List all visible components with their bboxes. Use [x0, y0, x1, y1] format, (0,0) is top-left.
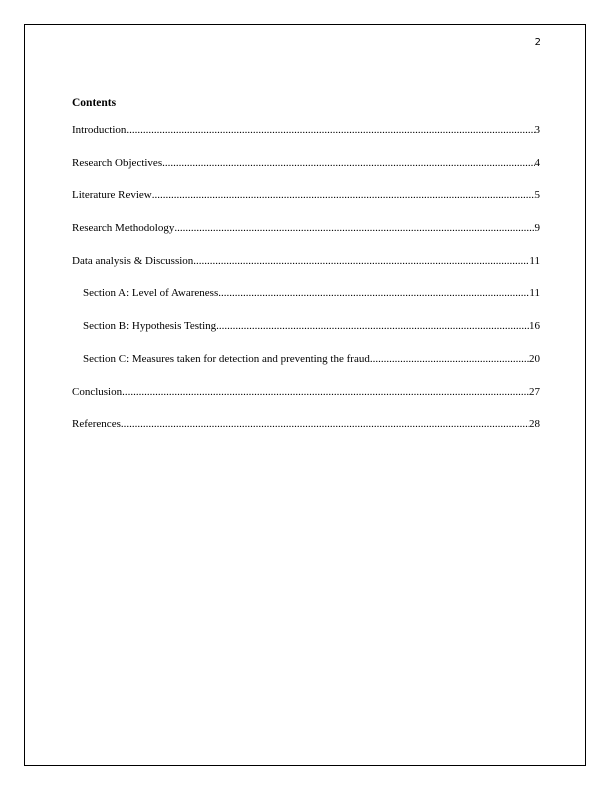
toc-entry-title: Research Objectives	[72, 156, 163, 169]
dot-leader	[174, 221, 534, 235]
toc-entry-literature-review[interactable]	[72, 188, 540, 202]
toc-entry-page: 16	[529, 320, 540, 333]
table-of-contents	[72, 96, 540, 450]
toc-entry-title: Research Methodology	[72, 222, 175, 235]
dot-leader	[121, 417, 529, 431]
toc-entry-title: References	[72, 418, 121, 431]
dot-leader	[126, 123, 534, 137]
dot-leader	[218, 286, 529, 300]
toc-entry-page: 27	[529, 385, 540, 398]
toc-entry-references[interactable]	[72, 417, 540, 431]
toc-entry-conclusion[interactable]	[72, 385, 540, 399]
toc-entry-page: 3	[534, 124, 540, 136]
toc-entry-section-a[interactable]	[72, 286, 540, 300]
toc-entry-page: 28	[529, 418, 540, 431]
toc-entry-title: Introduction	[72, 124, 127, 136]
toc-entry-title: Conclusion	[72, 385, 123, 398]
toc-entry-title: Section A: Level of Awareness	[83, 287, 219, 300]
toc-entry-page: 5	[534, 189, 540, 202]
page-number: 2	[534, 37, 541, 48]
toc-entry-section-b[interactable]	[72, 319, 540, 333]
dot-leader	[216, 319, 529, 333]
toc-entry-page: 11	[529, 287, 540, 300]
toc-entry-research-methodology[interactable]	[72, 221, 540, 235]
toc-entry-page: 20	[529, 352, 540, 365]
toc-heading: Contents	[72, 97, 117, 109]
dot-leader	[162, 156, 534, 170]
toc-entry-page: 9	[534, 222, 540, 235]
toc-entry-title: Section B: Hypothesis Testing	[83, 320, 217, 333]
toc-entry-title: Section C: Measures taken for detection and preventing the fraud	[83, 352, 370, 365]
dot-leader	[370, 352, 529, 366]
dot-leader	[122, 385, 529, 399]
toc-entry-data-analysis[interactable]	[72, 254, 540, 268]
toc-entry-section-c[interactable]	[72, 352, 540, 366]
toc-entry-page: 11	[529, 254, 540, 267]
dot-leader	[193, 254, 529, 268]
toc-entry-page: 4	[534, 156, 540, 169]
toc-entry-research-objectives[interactable]	[72, 156, 540, 170]
toc-entry-title: Data analysis & Discussion	[72, 254, 194, 267]
toc-entry-title: Literature Review	[72, 189, 152, 202]
toc-entry-introduction[interactable]	[72, 123, 540, 137]
dot-leader	[152, 188, 535, 202]
